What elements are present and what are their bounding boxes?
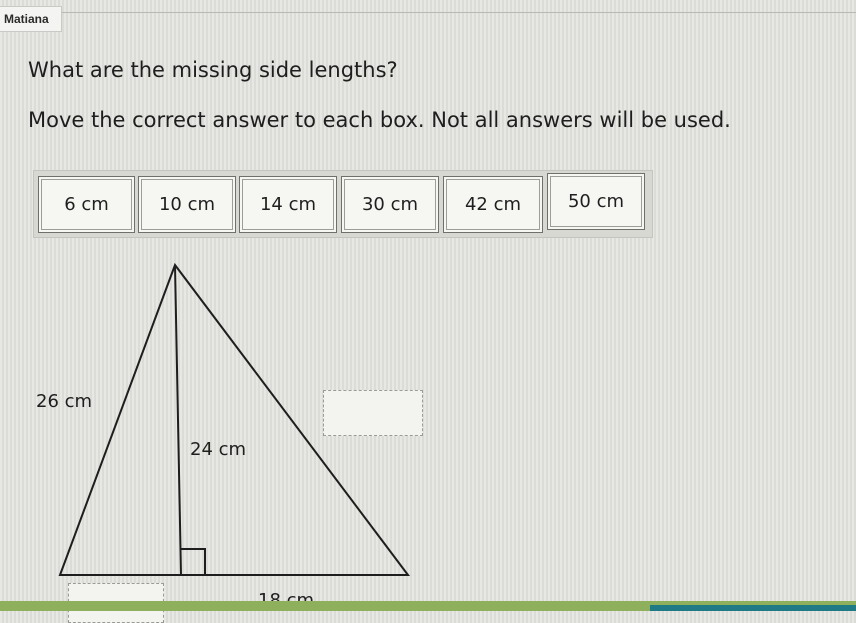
question-instruction: Move the correct answer to each box. Not all answers will be used. <box>28 108 731 132</box>
progress-bar-segment <box>650 605 856 611</box>
answer-tile-30cm[interactable]: 30 cm <box>341 176 439 233</box>
answer-tile-14cm[interactable]: 14 cm <box>239 176 337 233</box>
right-angle-marker <box>181 549 205 575</box>
triangle-altitude <box>175 265 181 575</box>
answer-tile-42cm[interactable]: 42 cm <box>443 176 543 233</box>
height-label: 24 cm <box>190 439 247 460</box>
hypotenuse-drop-box[interactable] <box>323 390 423 436</box>
left-side-label: 26 cm <box>36 391 93 412</box>
question-title: What are the missing side lengths? <box>28 58 398 82</box>
answer-tile-10cm[interactable]: 10 cm <box>138 176 236 233</box>
answer-tile-6cm[interactable]: 6 cm <box>38 176 135 233</box>
answer-tile-50cm[interactable]: 50 cm <box>547 173 645 230</box>
student-name: Matiana <box>4 12 49 26</box>
